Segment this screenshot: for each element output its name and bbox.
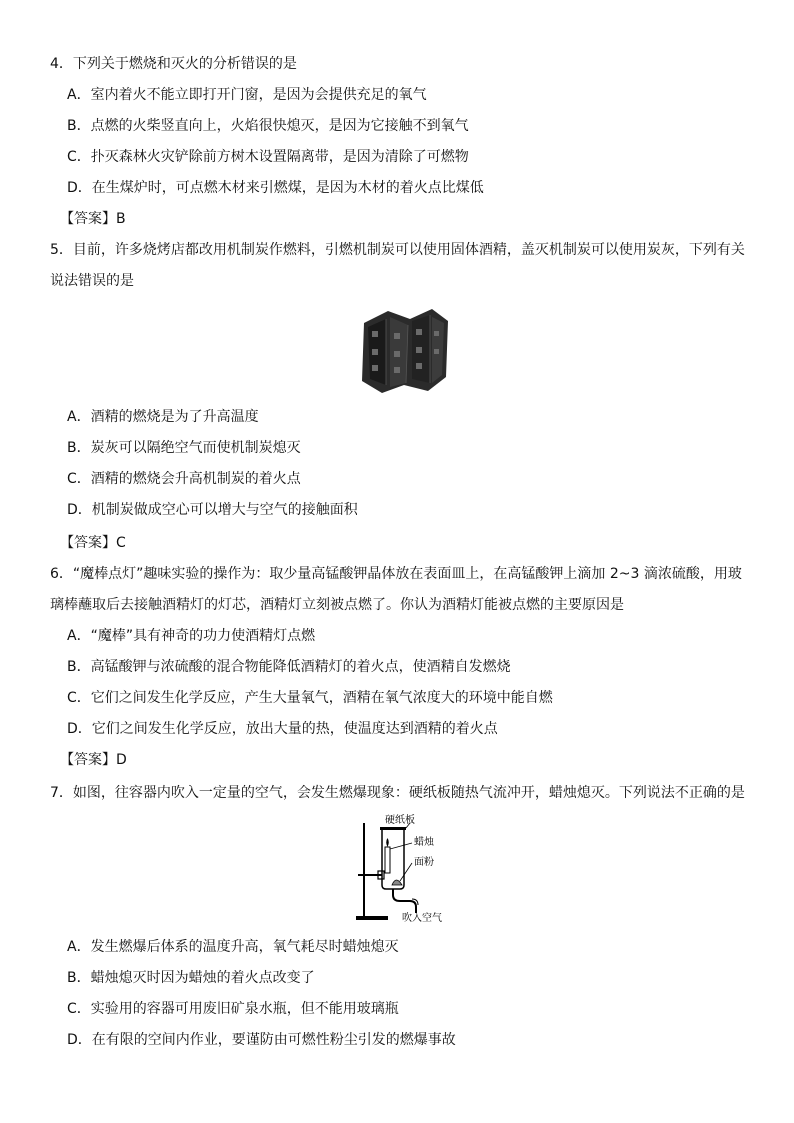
question-7-stem: 7．如图，往容器内吹入一定量的空气，会发生燃爆现象：硬纸板随热气流冲开，蜡烛熄灭。下列说法不正确的是: [50, 785, 745, 801]
question-6-answer: 【答案】D: [60, 752, 127, 768]
question-4-stem: 4．下列关于燃烧和灭火的分析错误的是: [50, 56, 297, 72]
label-flour: 面粉: [414, 857, 434, 868]
label-cardboard: 硬纸板: [385, 815, 415, 826]
question-6-option-c: C．它们之间发生化学反应，产生大量氧气，酒精在氧气浓度大的环境中能自燃: [67, 690, 553, 706]
question-5-stem-line1: 5．目前，许多烧烤店都改用机制炭作燃料，引燃机制炭可以使用固体酒精，盖灭机制炭可以使用炭灰，下列有关: [50, 242, 745, 258]
question-4-option-b: B．点燃的火柴竖直向上，火焰很快熄灭，是因为它接触不到氧气: [67, 118, 469, 134]
question-6-option-b: B．高锰酸钾与浓硫酸的混合物能降低酒精灯的着火点，使酒精自发燃烧: [67, 659, 511, 675]
question-7-option-d: D．在有限的空间内作业，要谨防由可燃性粉尘引发的燃爆事故: [67, 1032, 456, 1048]
label-candle: 蜡烛: [414, 837, 434, 848]
question-7-option-b: B．蜡烛熄灭时因为蜡烛的着火点改变了: [67, 970, 315, 986]
question-7-option-c: C．实验用的容器可用废旧矿泉水瓶，但不能用玻璃瓶: [67, 1001, 399, 1017]
question-6-option-d: D．它们之间发生化学反应，放出大量的热，使温度达到酒精的着火点: [67, 721, 498, 737]
question-5-option-c: C．酒精的燃烧会升高机制炭的着火点: [67, 471, 301, 487]
question-4-option-a: A．室内着火不能立即打开门窗，是因为会提供充足的氧气: [67, 87, 427, 103]
question-4-answer: 【答案】B: [60, 211, 126, 227]
question-6-stem-line2: 璃棒蘸取后去接触酒精灯的灯芯，酒精灯立刻被点燃了。你认为酒精灯能被点燃的主要原因是: [50, 597, 624, 613]
question-4-option-d: D．在生煤炉时，可点燃木材来引燃煤，是因为木材的着火点比煤低: [67, 180, 484, 196]
label-blow-air: 吹入空气: [402, 913, 442, 923]
question-5-answer: 【答案】C: [60, 535, 126, 551]
charcoal-briquettes-image: [358, 305, 452, 395]
question-5-option-b: B．炭灰可以隔绝空气而使机制炭熄灭: [67, 440, 301, 456]
question-6-stem-line1: 6．“魔棒点灯”趣味实验的操作为：取少量高锰酸钾晶体放在表面皿上，在高锰酸钾上滴加 2~3 滴浓硫酸，用玻: [50, 566, 742, 582]
question-6-option-a: A．“魔棒”具有神奇的功力使酒精灯点燃: [67, 628, 316, 644]
question-5-option-d: D．机制炭做成空心可以增大与空气的接触面积: [67, 502, 358, 518]
question-4-option-c: C．扑灭森林火灾铲除前方树木设置隔离带，是因为清除了可燃物: [67, 149, 469, 165]
question-5-stem-line2: 说法错误的是: [50, 273, 134, 289]
question-7-option-a: A．发生燃爆后体系的温度升高，氧气耗尽时蜡烛熄灭: [67, 939, 399, 955]
question-5-option-a: A．酒精的燃烧是为了升高温度: [67, 409, 259, 425]
dust-explosion-apparatus-diagram: [352, 813, 462, 923]
